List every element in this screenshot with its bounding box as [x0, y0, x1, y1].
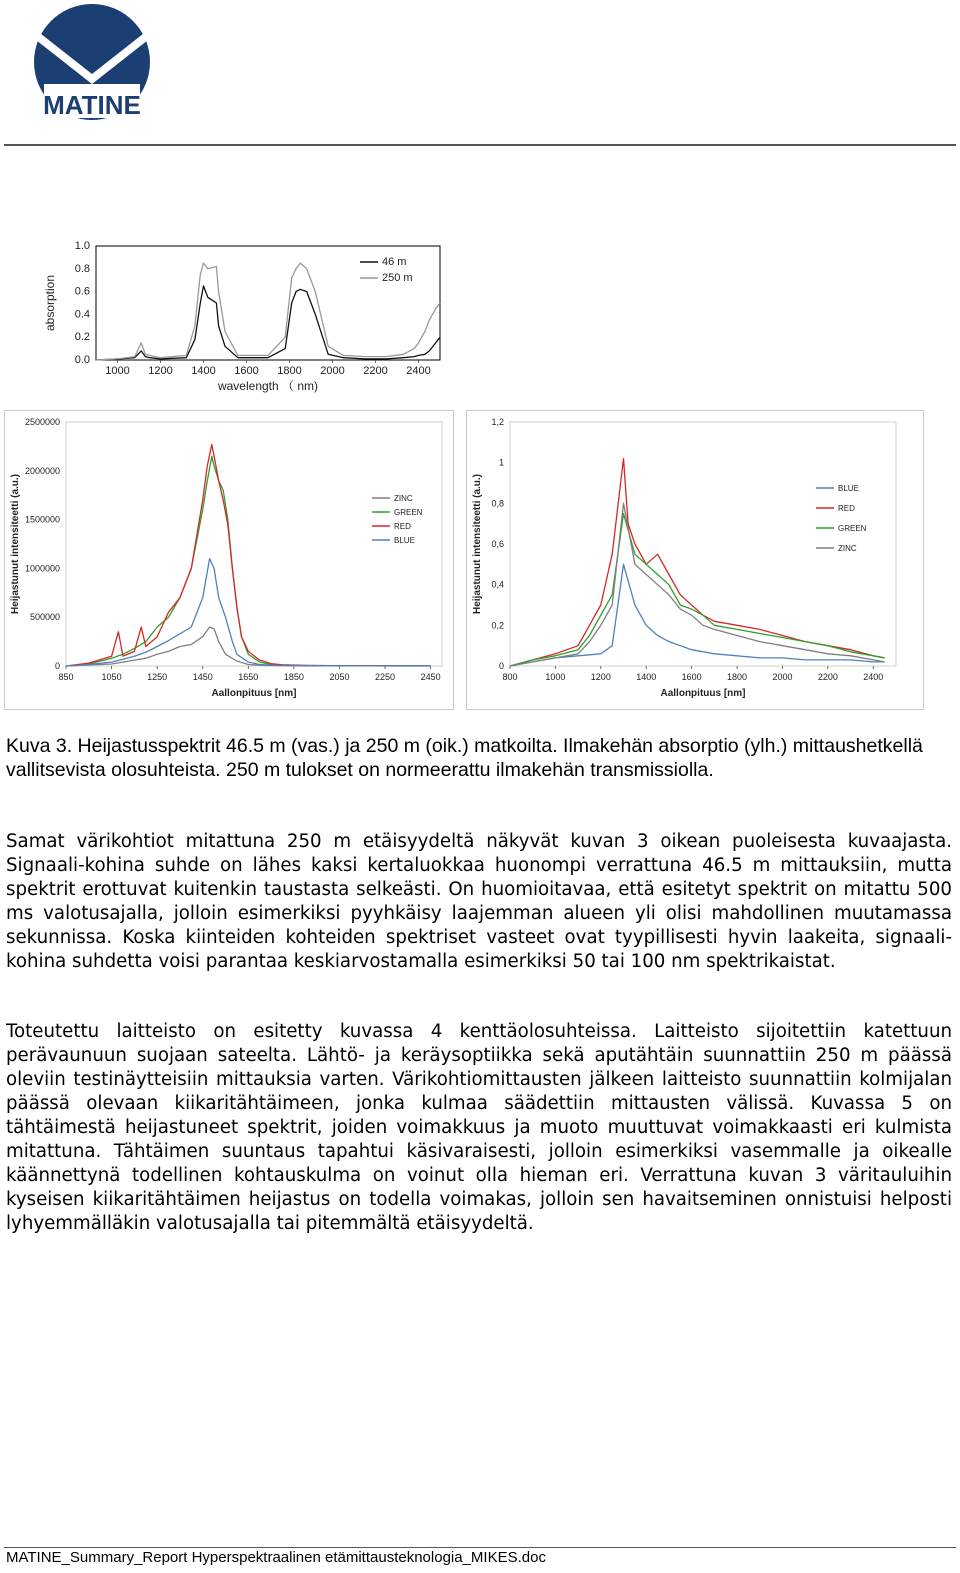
y-tick-label: 0.8 — [74, 262, 90, 275]
figure-caption: Kuva 3. Heijastusspektrit 46.5 m (vas.) ja 250 m (oik.) matkoilta. Ilmakehän absorptio (ylh.) mittaushetkellä vallitsevista olosuhteista. 250 m tulokset on normeerattu ilmakehän transmissiolla. — [6, 735, 923, 781]
x-tick-label: 1250 — [147, 672, 168, 682]
y-tick-label: 0.6 — [74, 285, 90, 298]
x-tick-label: 2200 — [363, 365, 388, 377]
x-tick-label: 2000 — [320, 365, 345, 377]
legend-label: RED — [394, 522, 411, 531]
x-axis-label: Aallonpituus [nm] — [211, 688, 297, 699]
x-tick-label: 2250 — [375, 672, 396, 682]
y-tick-label: 1.0 — [74, 240, 90, 252]
plot-area — [66, 422, 442, 666]
logo-text: MATINE — [43, 90, 141, 120]
y-tick-label: 1,2 — [491, 417, 504, 427]
legend-label: BLUE — [394, 536, 415, 545]
x-tick-label: 1600 — [234, 365, 259, 377]
legend-label: BLUE — [838, 484, 859, 493]
x-tick-label: 1800 — [727, 672, 748, 682]
legend-label: RED — [838, 504, 855, 513]
x-axis-label: Aallonpituus [nm] — [660, 688, 746, 699]
x-tick-label: 1600 — [681, 672, 702, 682]
x-tick-label: 1000 — [545, 672, 566, 682]
y-tick-label: 0,2 — [491, 620, 504, 631]
y-axis-label: Heijastunut intensiteetti (a.u.) — [10, 473, 21, 615]
absorption-svg — [40, 238, 450, 398]
legend-label: 250 m — [382, 272, 413, 284]
y-tick-label: 2500000 — [24, 417, 60, 427]
right-250m-svg — [466, 410, 924, 710]
y-tick-label: 0,6 — [491, 539, 504, 549]
y-tick-label: 0,8 — [491, 498, 504, 509]
x-tick-label: 1200 — [590, 672, 611, 682]
y-tick-label: 0.4 — [74, 308, 90, 321]
y-axis-label: absorption — [43, 274, 57, 332]
x-tick-label: 2200 — [817, 672, 838, 682]
matine-logo — [22, 2, 162, 122]
x-tick-label: 2000 — [772, 672, 793, 682]
y-tick-label: 0,4 — [491, 579, 504, 590]
x-tick-label: 1800 — [277, 365, 302, 377]
header-rule — [4, 144, 956, 146]
x-tick-label: 800 — [502, 672, 518, 682]
legend-label: GREEN — [394, 508, 423, 517]
x-axis-label: wavelength （ nm) — [217, 379, 319, 393]
y-tick-label: 2000000 — [24, 465, 60, 476]
y-tick-label: 500000 — [29, 612, 60, 623]
y-tick-label: 0 — [498, 661, 504, 671]
x-tick-label: 2400 — [863, 672, 884, 682]
spectrum-chart-46m — [4, 410, 454, 710]
x-tick-label: 1050 — [101, 672, 122, 682]
x-tick-label: 2400 — [406, 365, 431, 377]
y-tick-label: 1500000 — [24, 514, 60, 525]
y-tick-label: 1 — [498, 457, 504, 468]
x-tick-label: 850 — [58, 672, 74, 682]
body-paragraph-2: Toteutettu laitteisto on esitetty kuvassa 4 kenttäolosuhteissa. Laitteisto sijoitettiin katettuun perävaunuun suojaan sateelta. Lähtö- ja keräysoptiikka sekä aputähtäin suunnattiin 250 m päässä oleviin testinäytteisiin mittauksia varten. Värikohtiomittausten jälkeen laitteisto suunnattiin kolmijalan päässä olevaan kiikaritähtäimeen, jonka kulmaa säädettiin mittausten välissä. Kuvassa 5 on tähtäimestä heijastuneet spektrit, joiden voimakkuus ja muoto muuttuvat voimakkaasti eri kulmista mitattuna. Tähtäimen suuntaus tapahtui käsivaraisesti, jolloin esimerkiksi vasemmalle ja oikealle käännettynä todellinen kohtauskulma on voinut olla hieman eri. Verrattuna kuvan 3 väritauluihin kyseisen kiikaritähtäimen heijastus on todella voimakas, jolloin sen havaitseminen onnistuisi helposti lyhyemmälläkin valotusajalla tai pitemmältä etäisyydeltä. — [6, 1021, 952, 1234]
x-tick-label: 2050 — [329, 672, 350, 682]
x-tick-label: 2450 — [420, 672, 441, 682]
y-tick-label: 0.0 — [74, 354, 90, 366]
spectrum-chart-250m — [466, 410, 924, 710]
x-tick-label: 1850 — [283, 672, 304, 682]
x-tick-label: 1000 — [105, 365, 130, 377]
legend-label: GREEN — [838, 524, 867, 533]
legend-label: 46 m — [382, 256, 407, 268]
absorption-chart — [40, 238, 450, 398]
left-46m-svg — [4, 410, 454, 710]
legend-label: ZINC — [394, 494, 413, 503]
legend-label: ZINC — [838, 544, 857, 553]
x-tick-label: 1200 — [148, 365, 173, 377]
body-paragraph-1: Samat värikohtiot mitattuna 250 m etäisyydeltä näkyvät kuvan 3 oikean puoleisesta kuvaajasta. Signaali-kohina suhde on lähes kaksi kertaluokkaa huonompi verrattuna 46.5 m mittauksiin, mutta spektrit erottuvat kuitenkin taustasta selkeästi. On huomioitavaa, että esitetyt spektrit on mitattu 500 ms valotusajalla, jolloin esimerkiksi pyyhkäisy laajemman alueen yli olisi mahdollinen muutamassa sekunnissa. Koska kiinteiden kohteiden spektriset vasteet ovat tyypillisesti hyvin laakeita, signaali-kohina suhdetta voisi parantaa keskiarvostamalla esimerkiksi 50 tai 100 nm spektrikaistat. — [6, 831, 952, 972]
y-axis-label: Heijastunut intensiteetti (a.u.) — [472, 473, 483, 615]
x-tick-label: 1450 — [192, 672, 213, 682]
x-tick-label: 1650 — [238, 672, 259, 682]
y-tick-label: 0.2 — [74, 331, 90, 344]
footer-rule — [4, 1547, 956, 1548]
footer-filename: MATINE_Summary_Report Hyperspektraalinen etämittausteknologia_MIKES.doc — [6, 1549, 546, 1566]
x-tick-label: 1400 — [191, 365, 216, 377]
y-tick-label: 1000000 — [24, 563, 60, 574]
y-tick-label: 0 — [54, 661, 60, 671]
x-tick-label: 1400 — [636, 672, 657, 682]
